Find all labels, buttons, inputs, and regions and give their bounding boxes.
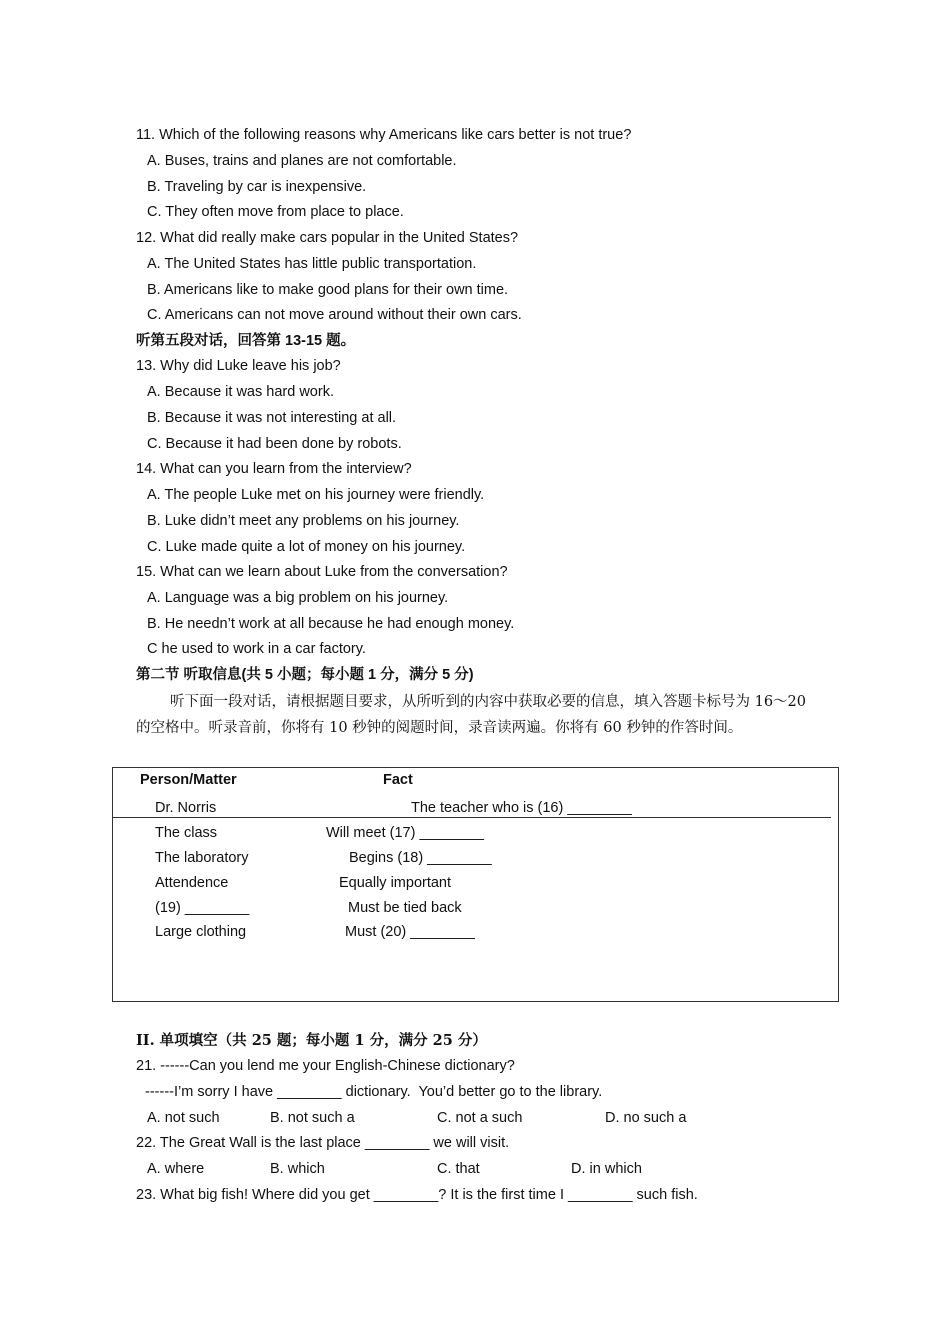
question-13-option-a: A. Because it was hard work. [147, 384, 334, 400]
question-13-option-c: C. Because it had been done by robots. [147, 436, 402, 452]
question-15-option-b: B. He needn’t work at all because he had enough money. [147, 616, 515, 632]
question-15: 15. What can we learn about Luke from the conversation? [136, 564, 508, 580]
table-header-person: Person/Matter [140, 772, 237, 788]
section-5-heading: 听第五段对话，回答第 13-15 题。 [136, 333, 356, 349]
question-13: 13. Why did Luke leave his job? [136, 358, 341, 374]
question-11: 11. Which of the following reasons why Americans like cars better is not true? [136, 127, 632, 143]
part-2-instructions [136, 689, 816, 741]
question-14-option-b: B. Luke didn’t meet any problems on his journey. [147, 513, 460, 529]
part-2-instructions-text: 听下面一段对话，请根据题目要求，从所听到的内容中获取必要的信息，填入答题卡标号为 16～20 的空格中。听录音前，你将有 10 秒钟的阅题时间，录音读两遍。你将有 60 秒钟的作答时间。 [136, 694, 807, 736]
question-22-option-d: D. in which [571, 1161, 642, 1177]
question-21-option-d: D. no such a [605, 1110, 687, 1126]
table-row-fact: Must be tied back [348, 900, 462, 916]
table-row-fact: Begins (18) ________ [349, 850, 492, 866]
table-row-fact: Will meet (17) ________ [326, 825, 484, 841]
section-2-heading: II. 单项填空（共 25 题；每小题 1 分，满分 25 分） [136, 1032, 487, 1049]
question-21-line-1: 21. ------Can you lend me your English-Chinese dictionary? [136, 1058, 515, 1074]
table-header-fact: Fact [383, 772, 413, 788]
part-2-heading: 第二节 听取信息(共 5 小题；每小题 1 分，满分 5 分) [136, 667, 474, 683]
table-row-person: (19) ________ [155, 900, 250, 916]
question-21-option-a: A. not such [147, 1110, 220, 1126]
question-21-line-2: ------I’m sorry I have ________ dictionary. You’d better go to the library. [145, 1084, 603, 1100]
table-row-person: The class [155, 825, 218, 841]
question-23: 23. What big fish! Where did you get ________? It is the first time I ________ such fish. [136, 1187, 698, 1203]
question-11-option-a: A. Buses, trains and planes are not comfortable. [147, 153, 457, 169]
question-13-option-b: B. Because it was not interesting at all. [147, 410, 397, 426]
question-22-option-c: C. that [437, 1161, 480, 1177]
question-15-option-a: A. Language was a big problem on his journey. [147, 590, 449, 606]
question-11-option-c: C. They often move from place to place. [147, 204, 404, 220]
table-row-person: Dr. Norris [155, 800, 217, 816]
question-14-option-a: A. The people Luke met on his journey were friendly. [147, 487, 485, 503]
question-22-option-b: B. which [270, 1161, 325, 1177]
question-15-option-c: C he used to work in a car factory. [147, 641, 366, 657]
question-22: 22. The Great Wall is the last place ________ we will visit. [136, 1135, 510, 1151]
question-22-options [0, 1159, 950, 1259]
question-21-option-b: B. not such a [270, 1110, 355, 1126]
table-row-person: Large clothing [155, 924, 247, 940]
question-12: 12. What did really make cars popular in the United States? [136, 230, 519, 246]
table-row-person: The laboratory [155, 850, 249, 866]
question-11-option-b: B. Traveling by car is inexpensive. [147, 179, 367, 195]
question-14-option-c: C. Luke made quite a lot of money on his journey. [147, 539, 466, 555]
question-14: 14. What can you learn from the interview? [136, 461, 412, 477]
question-12-option-b: B. Americans like to make good plans for their own time. [147, 282, 509, 298]
table-row-fact: Equally important [339, 875, 452, 891]
table-row-fact: The teacher who is (16) ________ [411, 800, 632, 816]
question-12-option-a: A. The United States has little public transportation. [147, 256, 477, 272]
question-21-option-c: C. not a such [437, 1110, 523, 1126]
table-row-person: Attendence [155, 875, 229, 891]
question-22-option-a: A. where [147, 1161, 205, 1177]
table-row-fact: Must (20) ________ [345, 924, 475, 940]
question-12-option-c: C. Americans can not move around without their own cars. [147, 307, 522, 323]
